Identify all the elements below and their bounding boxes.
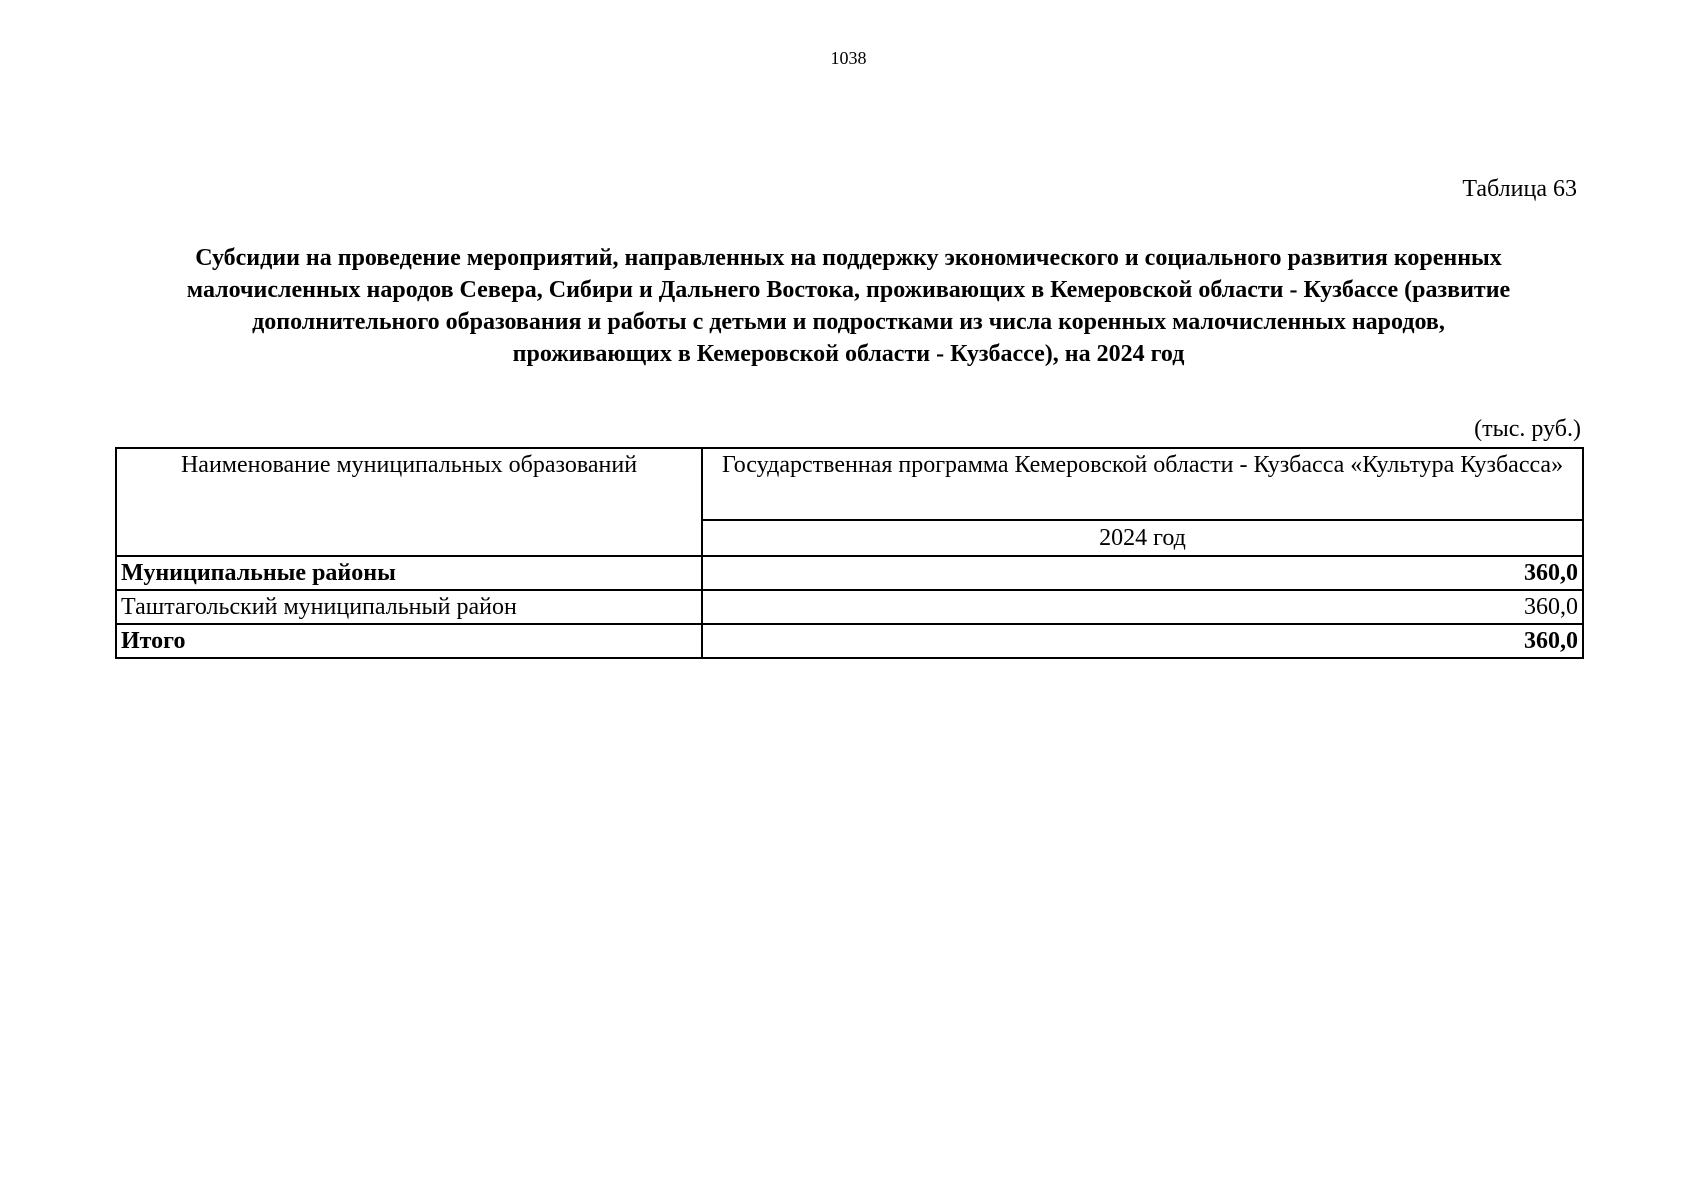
column-header-year: 2024 год [702, 520, 1583, 556]
table-total-row [116, 624, 1583, 658]
title-line: проживающих в Кемеровской области - Кузбассе), на 2024 год [512, 341, 1185, 367]
document-title [115, 242, 1582, 370]
table-row [116, 590, 1583, 624]
table-row [116, 556, 1583, 590]
units-label: (тыс. руб.) [1474, 416, 1581, 442]
title-line: малочисленных народов Севера, Сибири и Дальнего Востока, проживающих в Кемеровской области - Кузбассе (развитие [186, 277, 1511, 303]
title-line: дополнительного образования и работы с детьми и подростками из числа коренных малочисленных народов, [252, 309, 1445, 335]
table-header-row [116, 448, 1583, 520]
row-value-cell: 360,0 [702, 556, 1583, 590]
subsidy-table [115, 447, 1584, 659]
row-name-cell: Муниципальные районы [116, 556, 702, 590]
total-value-cell: 360,0 [702, 624, 1583, 658]
row-name-cell: Таштагольский муниципальный район [116, 590, 702, 624]
column-header-municipality: Наименование муниципальных образований [116, 448, 702, 556]
table-label: Таблица 63 [1462, 176, 1577, 202]
row-value-cell: 360,0 [702, 590, 1583, 624]
column-header-program: Государственная программа Кемеровской области - Кузбасса «Культура Кузбасса» [702, 448, 1583, 520]
page-number: 1038 [830, 48, 867, 68]
total-name-cell: Итого [116, 624, 702, 658]
title-line: Субсидии на проведение мероприятий, направленных на поддержку экономического и социального развития коренных [195, 245, 1502, 271]
